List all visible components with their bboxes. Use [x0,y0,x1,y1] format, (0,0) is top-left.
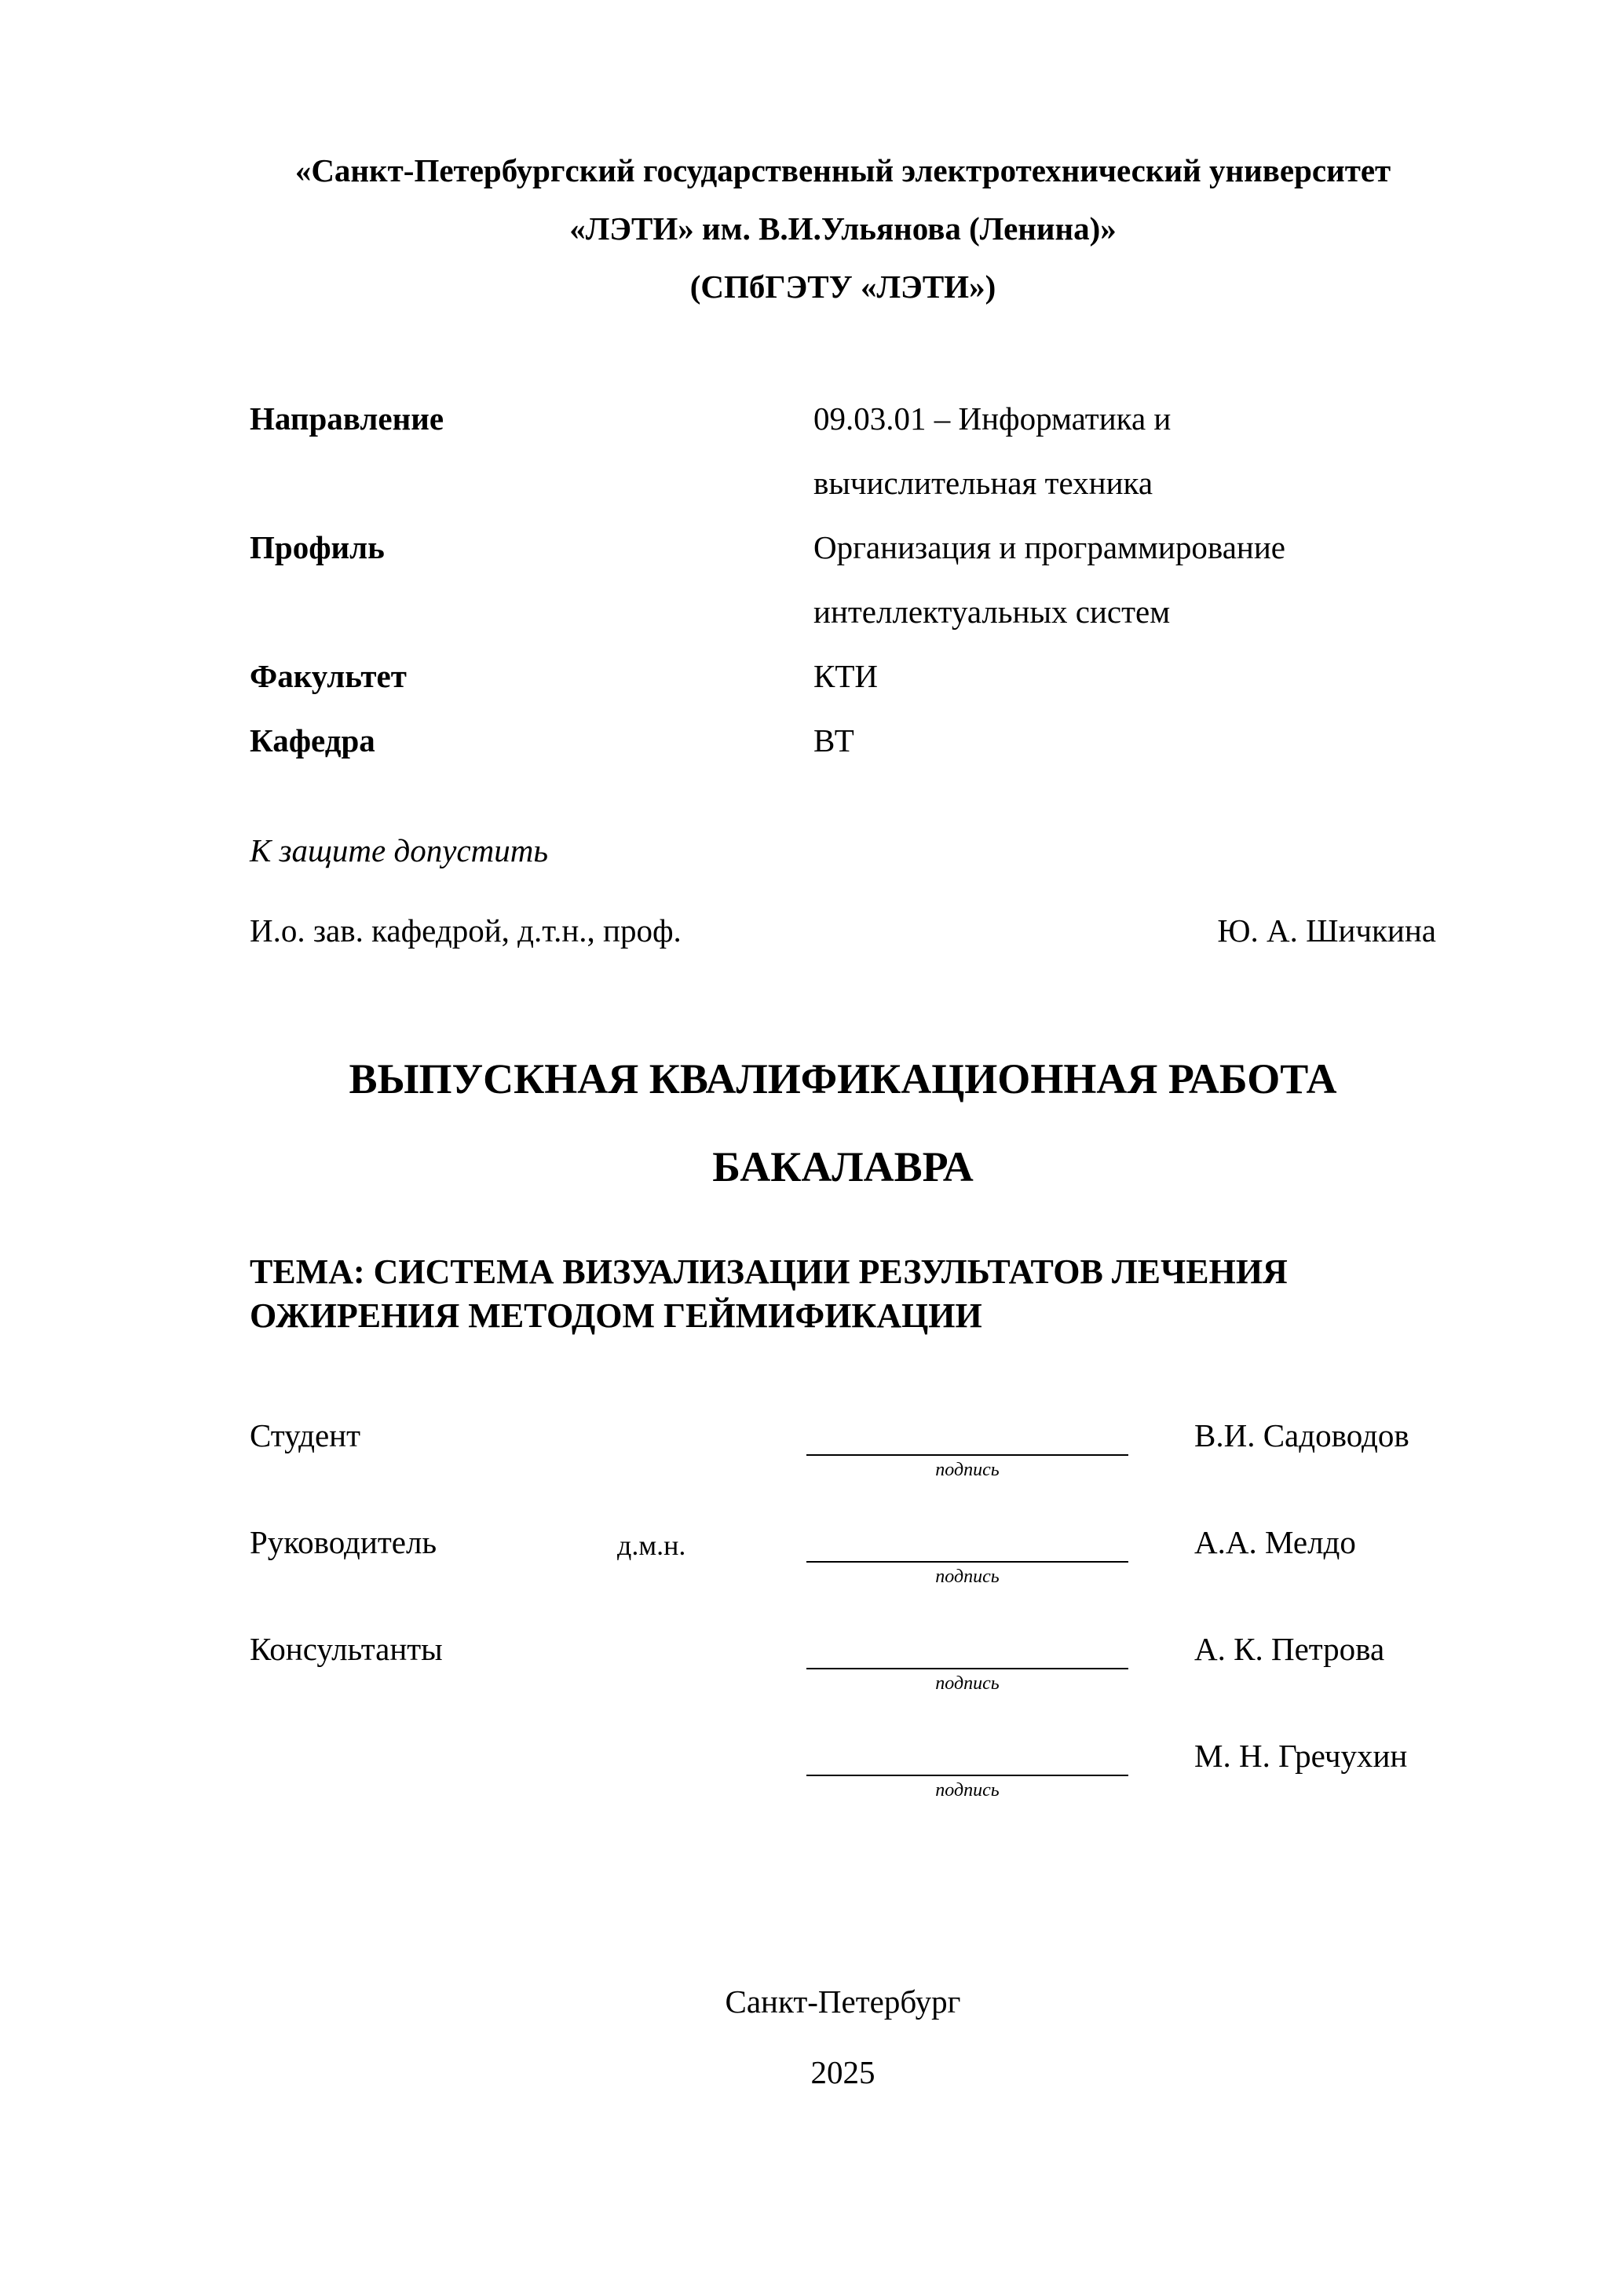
field-row-department [250,708,1436,773]
field-value: ВТ [813,722,854,759]
signature-row-supervisor [250,1520,1436,1627]
university-name-line1: «Санкт-Петербургский государственный электротехнический университет [294,152,1391,188]
admission-note: К защите допустить [250,832,548,868]
field-value: Организация и программирование интеллектуальных систем [813,529,1285,630]
field-label: Кафедра [250,722,375,759]
signature-row-consultant-2 [250,1734,1436,1841]
signature-row-student [250,1413,1436,1520]
signature-line [806,1734,1128,1776]
approver-name: Ю. А. Шичкина [1217,912,1436,949]
thesis-theme [250,1250,1436,1338]
field-label: Профиль [250,529,385,565]
footer-year: 2025 [810,2054,875,2090]
field-label: Факультет [250,658,407,694]
field-value: 09.03.01 – Информатика и вычислительная техника [813,400,1172,501]
footer [250,1966,1436,2108]
document-title [250,1035,1436,1211]
university-header [250,141,1436,316]
program-fields [250,386,1436,773]
signature-line [806,1520,1128,1563]
thesis-theme-line2: ОЖИРЕНИЯ МЕТОДОМ ГЕЙМИФИКАЦИИ [250,1296,982,1335]
signature-role: Студент [250,1417,361,1453]
signature-caption: подпись [935,1460,1000,1480]
signature-caption: подпись [935,1673,1000,1694]
signature-caption: подпись [935,1780,1000,1801]
field-row-direction [250,386,1436,515]
signature-caption: подпись [935,1567,1000,1587]
signature-degree: д.м.н. [617,1530,686,1561]
signature-name: В.И. Садоводов [1194,1417,1409,1453]
approver-title: И.о. зав. кафедрой, д.т.н., проф. [250,912,682,949]
signature-name: М. Н. Гречухин [1194,1738,1408,1774]
signature-line [806,1627,1128,1669]
university-abbreviation: (СПбГЭТУ «ЛЭТИ») [689,269,996,305]
thesis-theme-line1: ТЕМА: СИСТЕМА ВИЗУАЛИЗАЦИИ РЕЗУЛЬТАТОВ ЛЕЧЕНИЯ [250,1252,1288,1291]
signature-role: Руководитель [250,1524,437,1560]
field-row-faculty [250,644,1436,708]
signature-row-consultant-1 [250,1627,1436,1734]
signature-line [806,1413,1128,1456]
document-title-line1: ВЫПУСКНАЯ КВАЛИФИКАЦИОННАЯ РАБОТА [349,1055,1337,1102]
signature-role: Консультанты [250,1631,443,1667]
approver-row [250,898,1436,963]
signature-name: А.А. Мелдо [1194,1524,1356,1560]
signature-block [250,1413,1436,1841]
field-label: Направление [250,400,444,437]
signature-name: А. К. Петрова [1194,1631,1385,1667]
document-title-line2: БАКАЛАВРА [712,1143,974,1190]
field-row-profile [250,515,1436,644]
footer-city: Санкт-Петербург [725,1983,961,2020]
field-value: КТИ [813,658,878,694]
university-name-line2: «ЛЭТИ» им. В.И.Ульянова (Ленина)» [569,210,1117,247]
